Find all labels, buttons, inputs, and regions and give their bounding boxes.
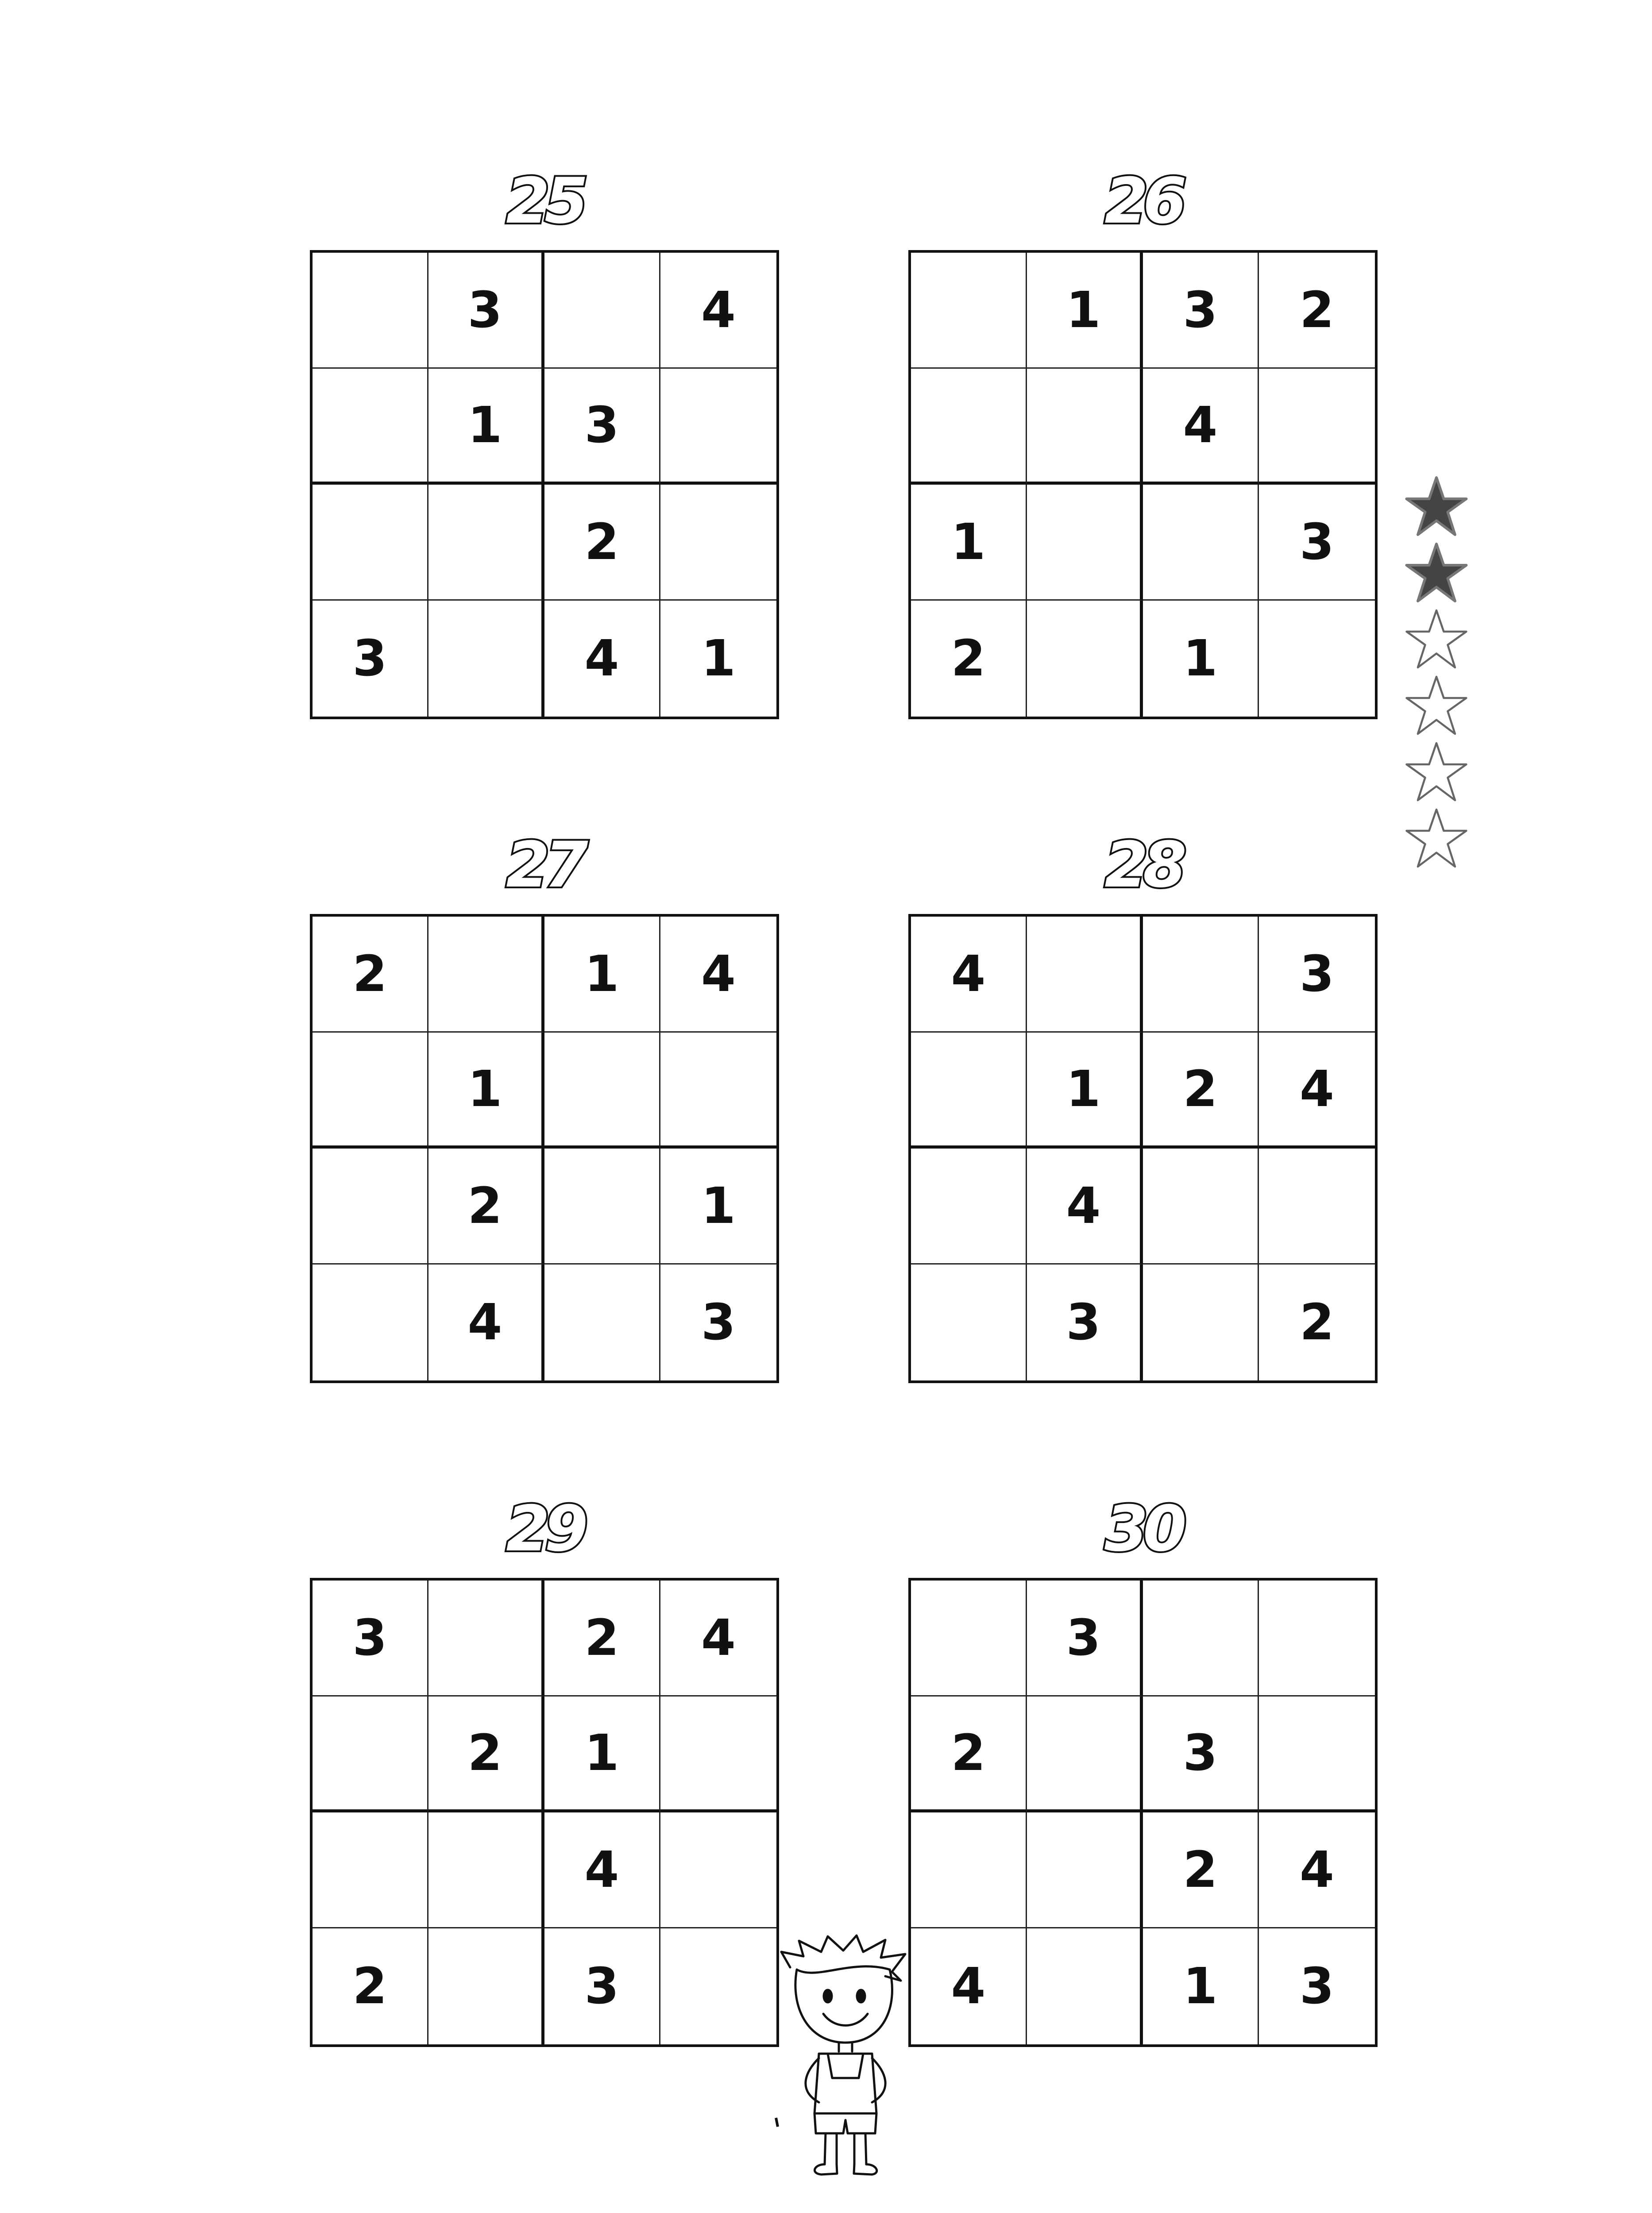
sudoku-cell[interactable] bbox=[544, 1033, 660, 1149]
sudoku-grid bbox=[908, 1578, 1378, 2047]
sudoku-cell[interactable]: 3 bbox=[313, 1581, 428, 1696]
sudoku-cell[interactable] bbox=[313, 1265, 428, 1380]
sudoku-cell[interactable] bbox=[544, 1149, 660, 1265]
sudoku-cell[interactable]: 1 bbox=[428, 1033, 544, 1149]
sudoku-cell[interactable] bbox=[1027, 1812, 1143, 1928]
sudoku-cell[interactable] bbox=[911, 1812, 1027, 1928]
sudoku-cell[interactable]: 3 bbox=[1259, 917, 1375, 1033]
sudoku-cell[interactable]: 1 bbox=[1143, 601, 1259, 717]
star-icon bbox=[1403, 474, 1470, 540]
sudoku-cell[interactable] bbox=[1143, 1581, 1259, 1696]
sudoku-cell[interactable]: 2 bbox=[313, 917, 428, 1033]
sudoku-cell[interactable]: 4 bbox=[1259, 1812, 1375, 1928]
sudoku-cell[interactable] bbox=[1027, 485, 1143, 601]
sudoku-cell[interactable]: 2 bbox=[911, 1696, 1027, 1812]
sudoku-cell[interactable]: 4 bbox=[660, 253, 776, 369]
sudoku-cell[interactable] bbox=[911, 369, 1027, 485]
sudoku-cell[interactable] bbox=[660, 369, 776, 485]
sudoku-cell[interactable]: 1 bbox=[1143, 1928, 1259, 2044]
sudoku-cell[interactable]: 4 bbox=[660, 917, 776, 1033]
sudoku-cell[interactable] bbox=[1143, 1265, 1259, 1380]
sudoku-cell[interactable]: 4 bbox=[544, 601, 660, 717]
sudoku-cell[interactable] bbox=[544, 253, 660, 369]
puzzle-number: 28 bbox=[1104, 829, 1181, 902]
sudoku-cell[interactable]: 3 bbox=[1027, 1265, 1143, 1380]
sudoku-cell[interactable]: 4 bbox=[911, 917, 1027, 1033]
sudoku-cell[interactable]: 3 bbox=[313, 601, 428, 717]
sudoku-cell[interactable]: 1 bbox=[428, 369, 544, 485]
sudoku-cell[interactable]: 4 bbox=[1027, 1149, 1143, 1265]
sudoku-cell[interactable] bbox=[428, 917, 544, 1033]
sudoku-cell[interactable]: 2 bbox=[1259, 253, 1375, 369]
sudoku-cell[interactable]: 1 bbox=[1027, 253, 1143, 369]
sudoku-cell[interactable] bbox=[1259, 1149, 1375, 1265]
sudoku-cell[interactable] bbox=[313, 1812, 428, 1928]
sudoku-cell[interactable]: 3 bbox=[428, 253, 544, 369]
sudoku-cell[interactable]: 1 bbox=[1027, 1033, 1143, 1149]
star-icon bbox=[1403, 540, 1470, 606]
sudoku-cell[interactable] bbox=[660, 1928, 776, 2044]
sudoku-cell[interactable] bbox=[911, 1581, 1027, 1696]
sudoku-cell[interactable]: 3 bbox=[1300, 1958, 1334, 2015]
sudoku-cell[interactable]: 1 bbox=[544, 1696, 660, 1812]
puzzle-27 bbox=[310, 829, 779, 1383]
puzzle-29 bbox=[310, 1492, 779, 2047]
puzzle-number: 30 bbox=[1104, 1492, 1181, 1565]
difficulty-rating bbox=[1403, 474, 1470, 872]
puzzle-number: 27 bbox=[506, 829, 583, 902]
star-icon bbox=[1403, 739, 1470, 806]
puzzle-30 bbox=[908, 1492, 1378, 2047]
sudoku-cell[interactable]: 2 bbox=[544, 485, 660, 601]
sudoku-cell[interactable] bbox=[1143, 1149, 1259, 1265]
sudoku-cell[interactable] bbox=[313, 369, 428, 485]
sudoku-cell[interactable]: 3 bbox=[1143, 253, 1259, 369]
sudoku-cell[interactable] bbox=[1259, 1581, 1375, 1696]
sudoku-cell[interactable]: 3 bbox=[544, 1928, 660, 2044]
sudoku-cell[interactable]: 3 bbox=[701, 1294, 736, 1351]
sudoku-cell[interactable]: 3 bbox=[1027, 1581, 1143, 1696]
sudoku-cell[interactable] bbox=[911, 253, 1027, 369]
sudoku-cell[interactable]: 1 bbox=[660, 1149, 776, 1265]
sudoku-cell[interactable]: 2 bbox=[1143, 1812, 1259, 1928]
sudoku-cell[interactable] bbox=[660, 1812, 776, 1928]
sudoku-cell[interactable]: 2 bbox=[428, 1149, 544, 1265]
sudoku-cell[interactable] bbox=[911, 1033, 1027, 1149]
sudoku-cell[interactable] bbox=[911, 1149, 1027, 1265]
sudoku-cell[interactable]: 2 bbox=[428, 1696, 544, 1812]
sudoku-cell[interactable] bbox=[313, 1033, 428, 1149]
sudoku-cell[interactable] bbox=[1027, 369, 1143, 485]
sudoku-cell[interactable] bbox=[911, 1265, 1027, 1380]
puzzle-number: 25 bbox=[506, 165, 583, 238]
sudoku-cell[interactable] bbox=[1027, 601, 1143, 717]
sudoku-cell[interactable] bbox=[660, 485, 776, 601]
sudoku-cell[interactable] bbox=[313, 253, 428, 369]
sudoku-cell[interactable] bbox=[1143, 485, 1259, 601]
puzzle-number: 29 bbox=[506, 1492, 583, 1565]
sudoku-cell[interactable] bbox=[1027, 1928, 1143, 2044]
sudoku-cell[interactable]: 4 bbox=[660, 1581, 776, 1696]
star-icon bbox=[1403, 806, 1470, 872]
sudoku-cell[interactable] bbox=[428, 485, 544, 601]
sudoku-cell[interactable]: 4 bbox=[428, 1265, 544, 1380]
sudoku-grid bbox=[908, 250, 1378, 719]
sudoku-cell[interactable] bbox=[428, 601, 544, 717]
sudoku-cell[interactable] bbox=[428, 1581, 544, 1696]
sudoku-cell[interactable] bbox=[428, 1928, 544, 2044]
sudoku-cell[interactable]: 2 bbox=[544, 1581, 660, 1696]
sudoku-grid bbox=[908, 914, 1378, 1383]
puzzle-28 bbox=[908, 829, 1378, 1383]
sudoku-cell[interactable]: 1 bbox=[911, 485, 1027, 601]
sudoku-cell[interactable]: 2 bbox=[911, 601, 1027, 717]
sudoku-cell[interactable]: 2 bbox=[313, 1928, 428, 2044]
sudoku-cell[interactable] bbox=[544, 1265, 660, 1380]
sudoku-cell[interactable]: 4 bbox=[1259, 1033, 1375, 1149]
sudoku-cell[interactable] bbox=[1143, 917, 1259, 1033]
sudoku-cell[interactable]: 2 bbox=[1143, 1033, 1259, 1149]
puzzle-number: 26 bbox=[1104, 165, 1181, 238]
puzzle-26 bbox=[908, 165, 1378, 719]
sudoku-cell[interactable] bbox=[660, 1696, 776, 1812]
star-icon bbox=[1403, 673, 1470, 739]
boy-character-icon bbox=[772, 1932, 919, 2180]
sudoku-grid bbox=[310, 914, 779, 1383]
sudoku-cell[interactable]: 2 bbox=[1300, 1294, 1334, 1351]
sudoku-cell[interactable] bbox=[313, 1696, 428, 1812]
sudoku-cell[interactable] bbox=[428, 1812, 544, 1928]
sudoku-cell[interactable]: 4 bbox=[911, 1928, 1027, 2044]
sudoku-cell[interactable] bbox=[1027, 917, 1143, 1033]
sudoku-cell[interactable]: 3 bbox=[544, 369, 660, 485]
sudoku-cell[interactable] bbox=[1259, 1696, 1375, 1812]
sudoku-cell[interactable]: 3 bbox=[1259, 485, 1375, 601]
sudoku-cell[interactable]: 1 bbox=[544, 917, 660, 1033]
sudoku-grid bbox=[310, 1578, 779, 2047]
sudoku-cell[interactable]: 4 bbox=[544, 1812, 660, 1928]
sudoku-cell[interactable] bbox=[1259, 601, 1375, 717]
sudoku-grid bbox=[310, 250, 779, 719]
puzzle-25 bbox=[310, 165, 779, 719]
sudoku-cell[interactable] bbox=[313, 1149, 428, 1265]
sudoku-cell[interactable]: 3 bbox=[1143, 1696, 1259, 1812]
sudoku-cell[interactable] bbox=[313, 485, 428, 601]
star-icon bbox=[1403, 606, 1470, 673]
sudoku-cell[interactable] bbox=[1027, 1696, 1143, 1812]
sudoku-cell[interactable]: 4 bbox=[1143, 369, 1259, 485]
sudoku-cell[interactable]: 1 bbox=[701, 630, 736, 687]
sudoku-cell[interactable] bbox=[1259, 369, 1375, 485]
sudoku-cell[interactable] bbox=[660, 1033, 776, 1149]
